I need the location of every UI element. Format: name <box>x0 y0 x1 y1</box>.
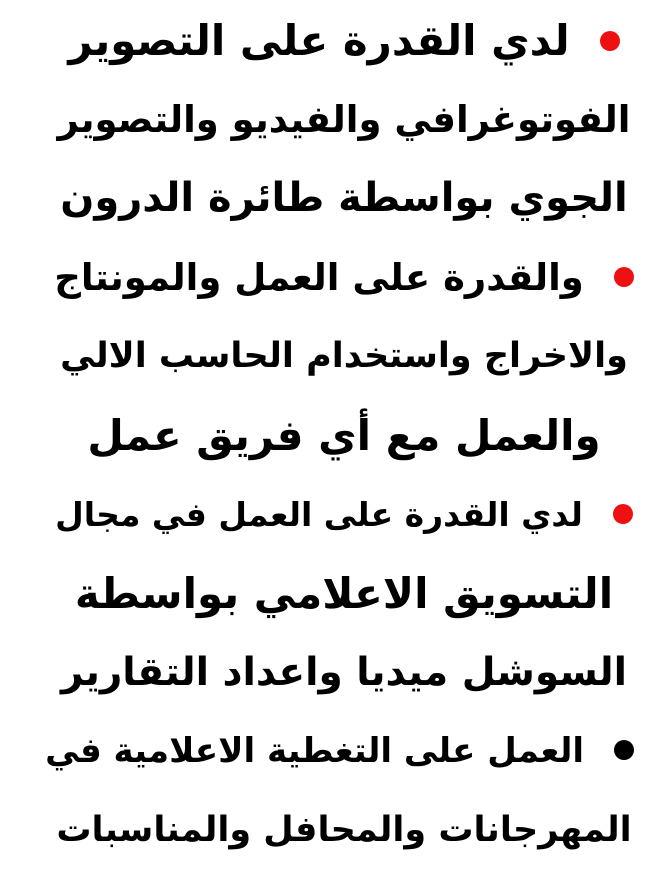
list-item-text: لدي القدرة على العمل في مجال <box>55 495 583 534</box>
bullet-marker-icon <box>614 740 634 760</box>
list-item-line <box>54 633 634 712</box>
list-item-line <box>54 1 634 80</box>
list-item-line <box>54 159 634 238</box>
list-item-text: لدي القدرة على التصوير <box>68 16 570 65</box>
list-item-text: والقدرة على العمل والمونتاج <box>54 256 584 299</box>
bullet-marker-icon <box>613 504 633 524</box>
list-item-text: والعمل مع أي فريق عمل <box>87 411 601 460</box>
list-item <box>54 475 634 712</box>
list-item-text: الفوتوغرافي والفيديو والتصوير <box>57 98 631 141</box>
list-item-line <box>54 317 634 396</box>
list-item <box>45 712 634 870</box>
bullet-marker-icon <box>614 267 634 287</box>
list-item-text: والاخراج واستخدام الحاسب الالي <box>60 336 628 376</box>
list-item-line <box>54 396 634 475</box>
bullet-list <box>45 1 634 870</box>
list-item-line <box>45 712 634 791</box>
list-item-line <box>54 475 634 554</box>
list-item <box>54 1 634 238</box>
list-item-text: الجوي بواسطة طائرة الدرون <box>60 175 628 221</box>
bullet-marker-icon <box>600 31 620 51</box>
list-item-text: السوشل ميديا واعداد التقارير <box>60 650 628 695</box>
list-item-line <box>54 238 634 317</box>
list-item-line <box>54 554 634 633</box>
list-item-line <box>54 80 634 159</box>
list-item <box>54 238 634 475</box>
list-item-line <box>54 791 634 870</box>
list-item-text: المهرجانات والمحافل والمناسبات <box>56 810 632 850</box>
list-item-text: العمل على التغطية الاعلامية في <box>45 731 584 771</box>
list-item-text: التسويق الاعلامي بواسطة <box>74 569 614 618</box>
